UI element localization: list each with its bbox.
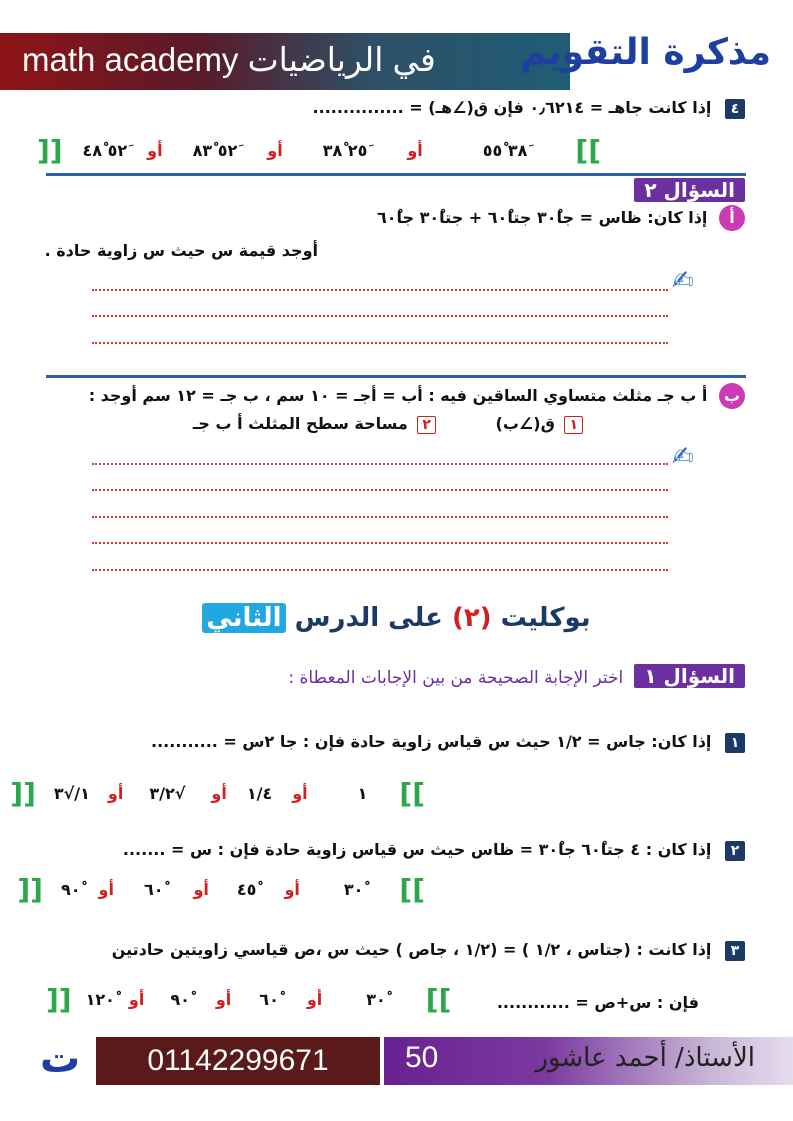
option[interactable]: ٦٠ْ: [143, 880, 164, 899]
booklet-title: [0, 603, 793, 633]
item-number-badge: ٣: [725, 941, 745, 961]
footer-phone: 01142299671: [96, 1037, 380, 1085]
or-label: أو: [215, 990, 232, 1009]
q1-item3-text: إذا كانت : (جتاس ، ١/٢ ) = (١/٢ ، جاص ) حيث س ،ص قياسي زاويتين حادتين: [111, 940, 712, 959]
bracket-right: ]]: [425, 983, 452, 1016]
or-label: أو: [306, 990, 323, 1009]
answer-line[interactable]: [92, 516, 668, 518]
q1-item3-text2: فإن : س+ص = ............: [496, 993, 699, 1012]
page-number: 50: [405, 1041, 439, 1074]
bracket-right: ]]: [399, 873, 425, 906]
q1-item1-line: [151, 732, 745, 753]
q2b-items: [193, 414, 583, 434]
option[interactable]: ٣٠ْ: [366, 990, 386, 1009]
bracket-left: [[: [17, 873, 43, 906]
or-label: أو: [292, 784, 308, 803]
booklet-word: بوكليت: [500, 603, 591, 633]
booklet-highlight: الثاني: [202, 603, 285, 633]
pen-writing-icon: ✍: [672, 266, 694, 296]
or-label: أو: [128, 990, 145, 1009]
q2b-item1: ق(∠ب): [495, 414, 555, 433]
option[interactable]: ٤٥ْ: [236, 880, 257, 899]
or-label: أو: [107, 784, 124, 803]
footer-logo: ت: [40, 1036, 81, 1082]
q1-item2-line: [123, 840, 745, 861]
q2b-text: أ ب جـ مثلث متساوي الساقين فيه : أب = أجـ = ١٠ سم ، ب جـ = ١٢ سم أوجد :: [88, 386, 708, 405]
or-label: أو: [267, 141, 283, 160]
q4-option[interactable]: ٥٢َ ٤٨ْ: [82, 141, 128, 160]
option[interactable]: ١٢٠ْ: [85, 990, 115, 1009]
option[interactable]: ١: [357, 784, 368, 803]
q2b-line: [89, 383, 745, 409]
or-label: أو: [284, 880, 300, 899]
item-number-badge: ١: [564, 416, 583, 434]
answer-line[interactable]: [92, 569, 668, 571]
option[interactable]: ٩٠ْ: [60, 880, 81, 899]
or-label: أو: [193, 880, 209, 899]
q1-title: السؤال ١: [634, 664, 745, 688]
or-label: أو: [211, 784, 227, 803]
teacher-name: الأستاذ/ أحمد عاشور: [535, 1043, 755, 1073]
q4-option[interactable]: ٥٢َ ٨٣ْ: [192, 141, 238, 160]
item-number-badge: ١: [725, 733, 745, 753]
section-divider: [46, 173, 746, 176]
q4-choices: [36, 134, 601, 167]
q1-item2-text: إذا كان : ٤ جتا٦٠ْ جا٣٠ْ = ظاس حيث س قياس زاوية حادة فإن : س = .......: [122, 840, 712, 859]
option[interactable]: ٩٠ْ: [170, 990, 190, 1009]
item-number-badge: ٢: [725, 841, 745, 861]
q2a-instruction: أوجد قيمة س حيث س زاوية حادة .: [44, 241, 318, 260]
q1-item3-choices: [46, 983, 451, 1016]
q2-title-wrap: [634, 178, 745, 202]
option[interactable]: ٣٠ْ: [343, 880, 364, 899]
q2b-item2: مساحة سطح المثلث أ ب جـ: [192, 414, 408, 433]
q1-item1-text: إذا كان: جاس = ١/٢ حيث س قياس زاوية حادة فإن : جا ٢س = ...........: [151, 732, 712, 751]
bracket-left: [[: [36, 134, 63, 167]
q2a-text: إذا كان: ظاس = جا٣٠ْ جتا٦٠ْ + جتا٣٠ْ جا٦٠ْ: [376, 208, 708, 227]
answer-line[interactable]: [92, 342, 668, 344]
answer-line[interactable]: [92, 315, 668, 317]
q1-header: [288, 664, 745, 688]
bracket-right: ]]: [399, 777, 425, 810]
option[interactable]: ١/√٣: [53, 784, 90, 803]
answer-line[interactable]: [92, 542, 668, 544]
option[interactable]: ٦٠ْ: [259, 990, 279, 1009]
brand-logo-text: مذكرة التقويم: [520, 32, 771, 73]
booklet-number: (٢): [451, 603, 492, 633]
or-label: أو: [147, 141, 163, 160]
answer-line[interactable]: [92, 489, 668, 491]
q1-item1-choices: [10, 777, 425, 810]
q1-item3-line: [112, 940, 745, 961]
q2-title: السؤال ٢: [634, 178, 745, 202]
or-label: أو: [407, 141, 423, 160]
or-label: أو: [98, 880, 114, 899]
section-divider: [46, 375, 746, 378]
item-number-badge: ٢: [417, 416, 436, 434]
q4-line: [313, 98, 745, 119]
option[interactable]: √٣/٢: [149, 784, 186, 803]
part-a-label: أ: [719, 205, 745, 231]
q4-number-badge: ٤: [725, 99, 745, 119]
option[interactable]: ١/٤: [246, 784, 273, 803]
q1-instruction: اختر الإجابة الصحيحة من بين الإجابات المعطاة :: [288, 668, 624, 688]
answer-line[interactable]: [92, 289, 668, 291]
q1-item2-choices: [17, 873, 425, 906]
bracket-right: ]]: [575, 134, 601, 167]
q4-option[interactable]: ٢٥َ ٣٨ْ: [322, 141, 368, 160]
q2a-line: [377, 205, 745, 231]
q4-option[interactable]: ٣٨َ ٥٥ْ: [482, 141, 528, 160]
answer-line[interactable]: [92, 463, 668, 465]
header-title: math academy في الرياضيات: [22, 41, 436, 78]
part-b-label: ب: [719, 383, 745, 409]
booklet-lesson: على الدرس: [294, 603, 443, 633]
bracket-left: [[: [46, 983, 72, 1016]
pen-writing-icon: ✍: [672, 442, 694, 472]
q4-text: إذا كانت جاهـ = ٠٫٦٢١٤ فإن ق(∠هـ) = ...............: [312, 98, 712, 117]
bracket-left: [[: [10, 777, 36, 810]
